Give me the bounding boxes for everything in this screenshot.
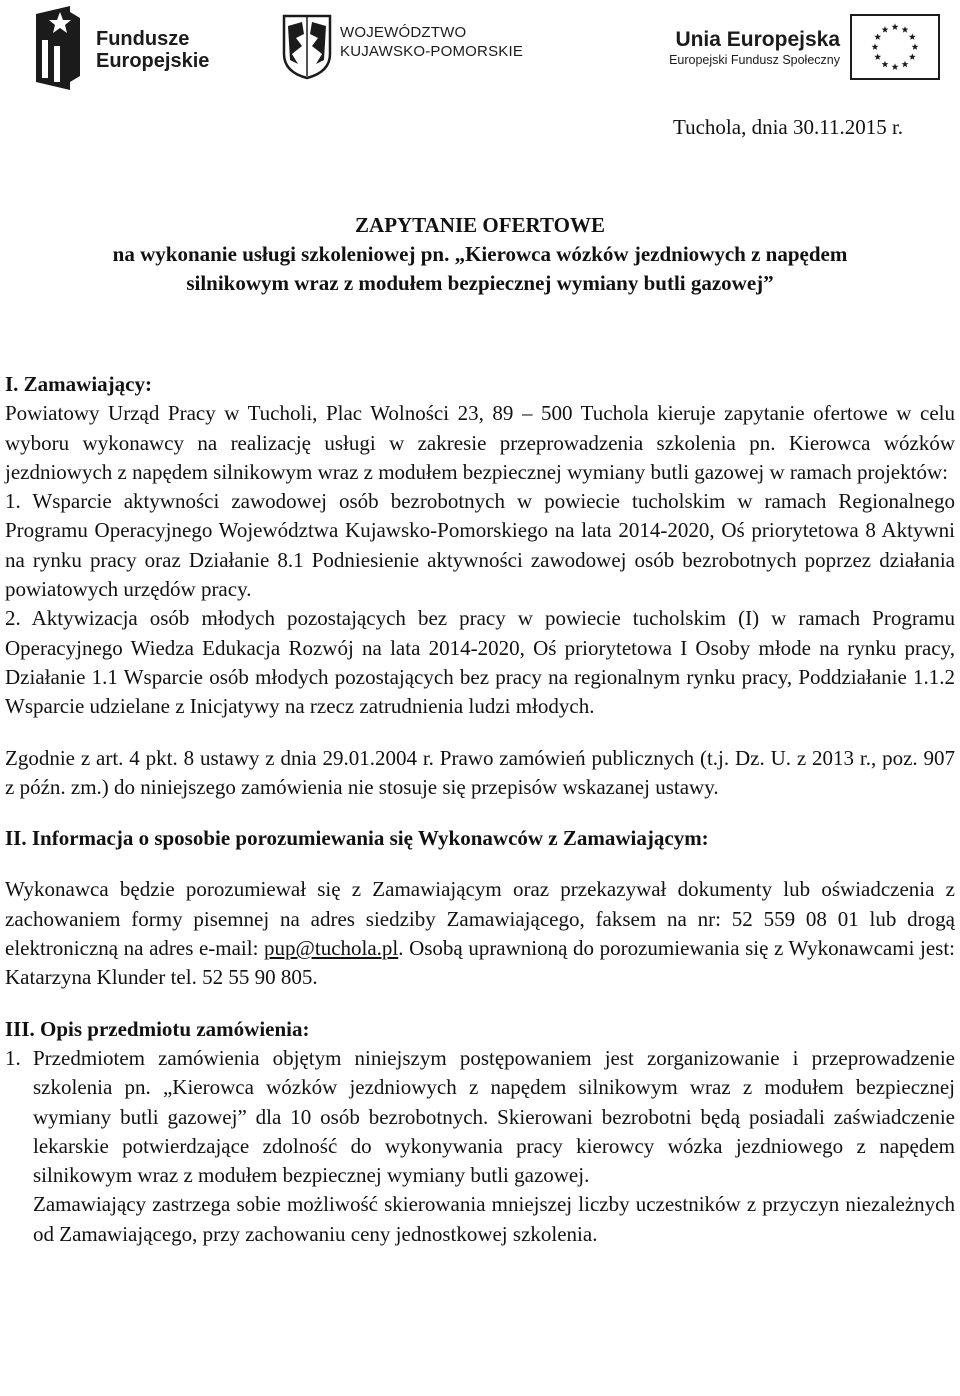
section2-text-before: Wykonawca będzie porozumiewał się z Zamawiającym oraz przekazywał dokumenty lub oświadczenia z zachowaniem formy pisemnej na adres siedziby Zamawiającego, faksem na nr: 52 559 08 01 lub drogą elektroniczną na adres e-mail:: [5, 877, 955, 961]
title-line1: ZAPYTANIE OFERTOWE: [355, 213, 605, 237]
section3-item1: [5, 1044, 955, 1190]
section2-text: [5, 875, 955, 992]
section3-heading: III. Opis przedmiotu zamówienia:: [5, 1016, 310, 1041]
kp-logo-line2: KUJAWSKO-POMORSKIE: [340, 43, 524, 60]
section2-text-after: . Osobą uprawnioną do porozumiewania się z Wykonawcami jest: Katarzyna Klunder tel. 52 55 90 805.: [5, 936, 955, 990]
item1-continuation: Zamawiający zastrzega sobie możliwość skierowania mniejszej liczby uczestników z przyczyn niezależnych od Zamawiającego, przy zachowaniu ceny jednostkowej szkolenia.: [33, 1192, 955, 1246]
item1-text: Przedmiotem zamówienia objętym niniejszym postępowaniem jest zorganizowanie i przeprowadzenie szkolenia pn. „Kierowca wózków jezdniowych z napędem silnikowym wraz z modułem bezpiecznej wymiany butli gazowej” dla 10 osób bezrobotnych. Skierowani bezrobotni będą posiadali zaświadczenie lekarskie potwierdzające zdolność do wykonywania pracy kierowcy wózka jezdniowego z napędem silnikowym wraz z modułem bezpiecznej wymiany butli gazowej.: [33, 1045, 955, 1188]
fundusze-europejskie-mark-icon: [30, 6, 86, 90]
unia-europejska-text: [669, 28, 840, 68]
spacer: [5, 722, 955, 744]
section2-heading: II. Informacja o sposobie porozumiewania się Wykonawców z Zamawiającym:: [5, 826, 709, 851]
eu-flag-icon: [850, 14, 940, 80]
spacer: [5, 802, 955, 824]
logo-bar: [0, 0, 960, 92]
fundusze-europejskie-logo: [30, 6, 230, 90]
title-line2: na wykonanie usługi szkoleniowej pn. „Kierowca wózków jezdniowych z napędem: [112, 242, 848, 266]
ue-logo-subtitle: Europejski Fundusz Społeczny: [669, 53, 840, 67]
document-date: Tuchola, dnia 30.11.2015 r.: [673, 115, 904, 139]
item1-number: 1.: [5, 1045, 21, 1070]
kujawsko-pomorskie-text: [340, 23, 523, 61]
section1-project1: 1. Wsparcie aktywności zawodowej osób bezrobotnych w powiecie tucholskim w ramach Regionalnego Programu Operacyjnego Województwa Kujawsko-Pomorskiego na lata 2014-2020, Oś priorytetowa 8 Aktywni na rynku pracy oraz Działanie 8.1 Podniesienie aktywności zawodowej osób bezrobotnych poprzez działania powiatowych urzędów pracy.: [5, 489, 955, 602]
section1-heading: I. Zamawiający:: [5, 372, 152, 396]
fe-logo-line2: Europejskie: [96, 50, 210, 72]
kujawsko-pomorskie-logo: [282, 14, 552, 82]
section1-project2: 2. Aktywizacja osób młodych pozostających bez pracy w powiecie tucholskim (I) w ramach Programu Operacyjnego Wiedza Edukacja Rozwój na lata 2014-2020, Oś priorytetowa I Osoby młode na rynku pracy, Działanie 1.1 Wsparcie osób młodych pozostających bez pracy na regionalnym rynku pracy, Poddziałanie 1.1.2 Wsparcie udzielane z Inicjatywy na rzecz zatrudnienia ludzi młodych.: [5, 606, 955, 719]
spacer: [5, 853, 955, 875]
section1-law-note: Zgodnie z art. 4 pkt. 8 ustawy z dnia 29.01.2004 r. Prawo zamówień publicznych (t.j. Dz. U. z 2013 r., poz. 907 z późn. zm.) do niniejszego zamówienia nie stosuje się przepisów wskazanej ustawy.: [5, 745, 955, 799]
kp-logo-line1: WOJEWÓDZTWO: [340, 24, 467, 41]
email-link[interactable]: pup@tuchola.pl: [264, 936, 399, 961]
document-title: [20, 211, 940, 298]
spacer: [5, 993, 955, 1015]
fe-logo-line1: Fundusze: [96, 28, 190, 50]
title-line3: silnikowym wraz z modułem bezpiecznej wymiany butli gazowej”: [186, 271, 774, 295]
fundusze-europejskie-text: [96, 28, 209, 72]
section1-intro: Powiatowy Urząd Pracy w Tucholi, Plac Wolności 23, 89 – 500 Tuchola kieruje zapytanie ofertowe w celu wyboru wykonawcy na realizację usługi w zakresie przeprowadzenia szkolenia pn. Kierowca wózków jezdniowych z napędem silnikowym wraz z modułem bezpiecznej wymiany butli gazowej w ramach projektów:: [5, 401, 955, 484]
ue-logo-title: Unia Europejska: [675, 28, 840, 51]
document-body: [5, 370, 955, 1249]
coat-of-arms-shield-icon: [282, 14, 332, 80]
unia-europejska-logo: [600, 14, 940, 82]
